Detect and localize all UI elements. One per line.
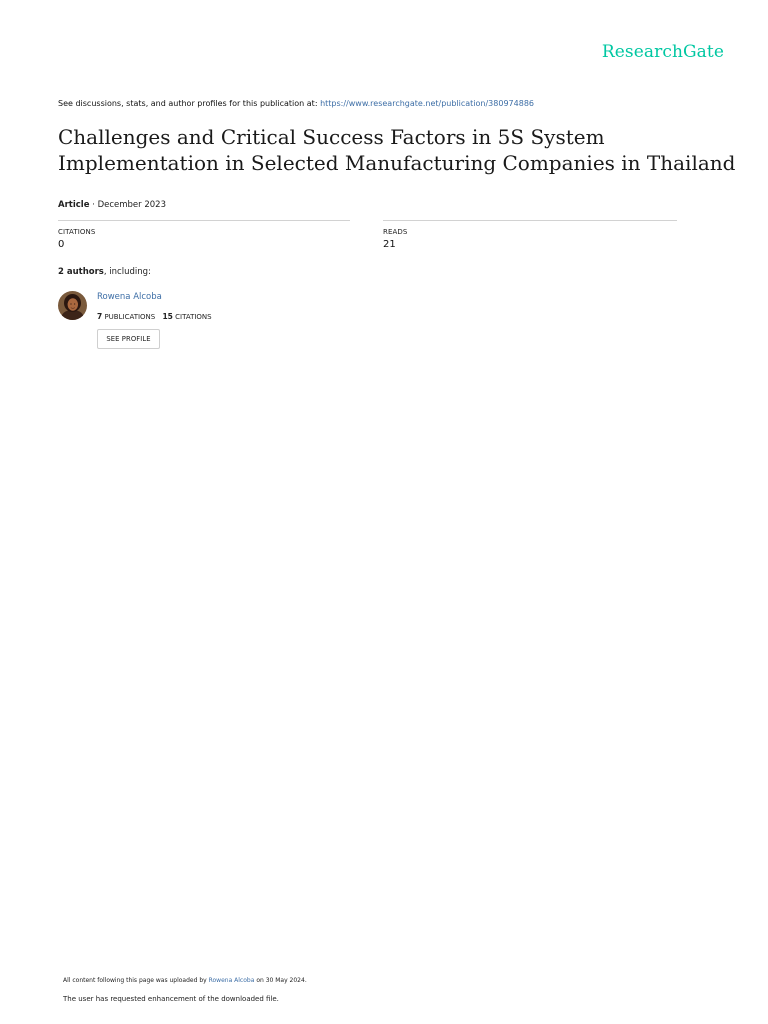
authors-count: 2 authors xyxy=(58,267,104,277)
uploader-link[interactable]: Rowena Alcoba xyxy=(208,977,255,984)
author-publications-label: PUBLICATIONS xyxy=(104,313,156,321)
meta-separator: · xyxy=(89,200,98,210)
authors-heading xyxy=(58,267,151,277)
citations-value: 0 xyxy=(58,239,65,250)
author-stats xyxy=(97,312,212,321)
avatar-photo-icon xyxy=(58,291,87,320)
publication-date: December 2023 xyxy=(97,200,166,210)
publication-type: Article xyxy=(58,200,90,210)
citations-stat xyxy=(58,220,350,250)
reads-value: 21 xyxy=(383,239,396,250)
discussion-prefix: See discussions, stats, and author profiles for this publication at: xyxy=(58,99,318,108)
publication-meta xyxy=(58,200,166,210)
discussion-line xyxy=(58,99,534,108)
author-citations-label: CITATIONS xyxy=(175,313,212,321)
see-profile-button[interactable]: SEE PROFILE xyxy=(97,329,160,349)
reads-stat xyxy=(383,220,677,250)
author-name-link[interactable]: Rowena Alcoba xyxy=(97,292,162,302)
publication-url-link[interactable]: https://www.researchgate.net/publication/380974886 xyxy=(320,99,534,108)
upload-prefix: All content following this page was uploaded by xyxy=(63,977,207,984)
researchgate-logo[interactable]: ResearchGate xyxy=(601,42,724,62)
authors-suffix: , including: xyxy=(103,267,151,277)
author-avatar[interactable] xyxy=(58,291,87,320)
citations-label: CITATIONS xyxy=(58,228,96,236)
enhancement-note: The user has requested enhancement of the downloaded file. xyxy=(63,995,279,1003)
reads-label: READS xyxy=(383,228,408,236)
author-citations-count: 15 xyxy=(162,312,173,321)
author-publications-count: 7 xyxy=(97,312,103,321)
upload-footer xyxy=(63,977,307,984)
publication-title: Challenges and Critical Success Factors in 5S System Implementation in Selected Manufacturing Companies in Thailand xyxy=(58,125,736,175)
upload-suffix: on 30 May 2024. xyxy=(256,977,307,984)
